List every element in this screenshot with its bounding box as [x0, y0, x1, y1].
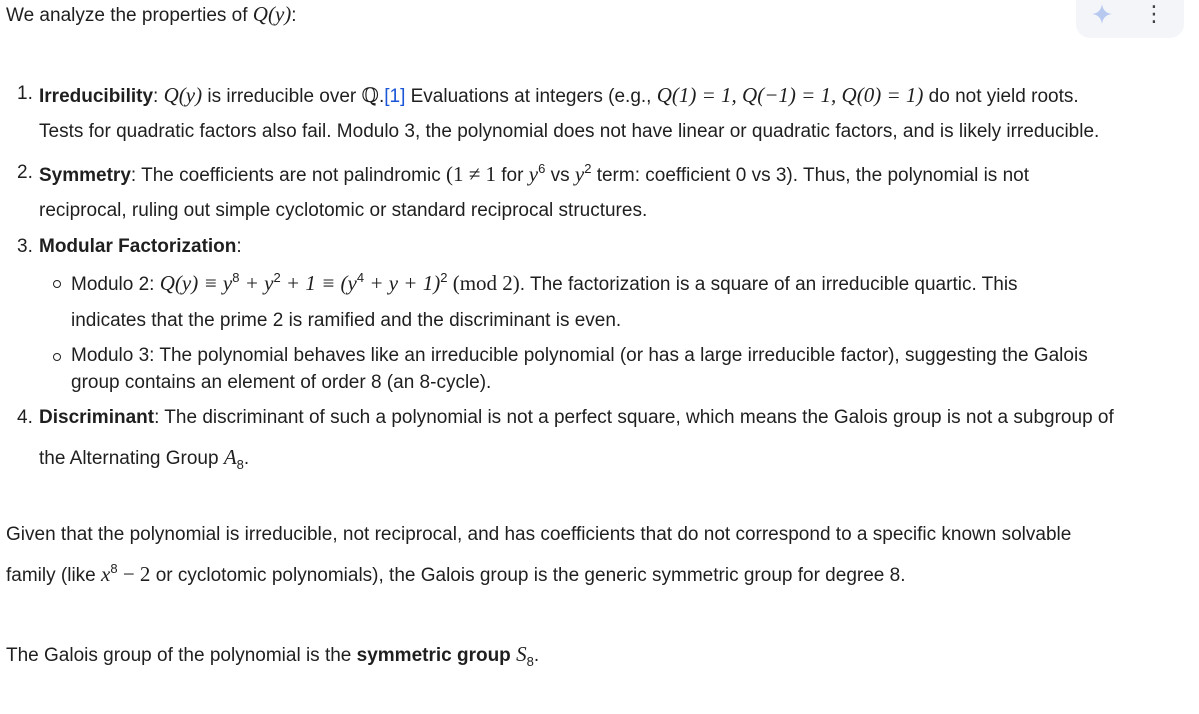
citation-link[interactable]: [1]: [384, 86, 406, 107]
final-answer: The Galois group of the polynomial is the symmetric group $S_8$.: [6, 642, 540, 669]
sub-item-modulo-3: Modulo 3: The polynomial behaves like an irreducible polynomial (or has a large irreducible factor), suggesting the Galois: [71, 345, 1088, 366]
list-item-symmetry: Symmetry: The coefficients are not palindromic (1 ≠ 1 for $y^6$ vs $y^2$ term: coefficient 0 vs 3). Thus, the polynomial is not: [39, 161, 1029, 186]
list-number: 3.: [17, 236, 33, 257]
item-title: Discriminant: [39, 407, 155, 428]
conclusion-line: family (like $x^8 - 2$ or cyclotomic polynomials), the Galois group is the generic symmetric group for degree 8.: [6, 561, 906, 586]
item-title: Modular Factorization: [39, 236, 237, 257]
sub-item-text: group contains an element of order 8 (an 8-cycle).: [71, 372, 492, 393]
list-number: 4.: [17, 407, 33, 428]
sub-item-modulo-2: Modulo 2: $Q(y) \equiv y^8 + y^2 + 1 \equiv (y^4 + y + 1)^2$ (mod 2). The factorization is a square of an irreducible quartic. This: [71, 270, 1018, 295]
bullet-icon: [53, 353, 61, 361]
list-item-irreducibility: Irreducibility: Q(y) is irreducible over ℚ.[1] Evaluations at integers (e.g., Q(1) = 1, Q(−1) = 1, Q(0) = 1) do not yield roots.: [39, 83, 1079, 107]
more-vertical-icon[interactable]: ⋮: [1143, 1, 1165, 26]
conclusion-line: Given that the polynomial is irreducible, not reciprocal, and has coefficients that do not correspond to a specific known solvable: [6, 524, 1072, 545]
item-text: the Alternating Group $A_8$.: [39, 445, 250, 472]
bullet-icon: [53, 280, 61, 288]
list-item-discriminant: Discriminant: The discriminant of such a polynomial is not a perfect square, which means the Galois group is not a subgroup of: [39, 407, 1114, 428]
item-text: Tests for quadratic factors also fail. Modulo 3, the polynomial does not have linear or quadratic factors, and is likely irreducible.: [39, 121, 1100, 142]
list-number: 2.: [17, 162, 33, 183]
item-title: Symmetry: [39, 165, 131, 186]
item-text: reciprocal, ruling out simple cyclotomic or standard reciprocal structures.: [39, 200, 648, 221]
sparkle-icon[interactable]: [1090, 2, 1114, 26]
sub-item-text: indicates that the prime 2 is ramified and the discriminant is even.: [71, 310, 622, 331]
intro-line: We analyze the properties of Q(y):: [6, 2, 297, 26]
list-item-modular-factorization: Modular Factorization:: [39, 236, 242, 257]
item-title: Irreducibility: [39, 86, 154, 107]
list-number: 1.: [17, 83, 33, 104]
